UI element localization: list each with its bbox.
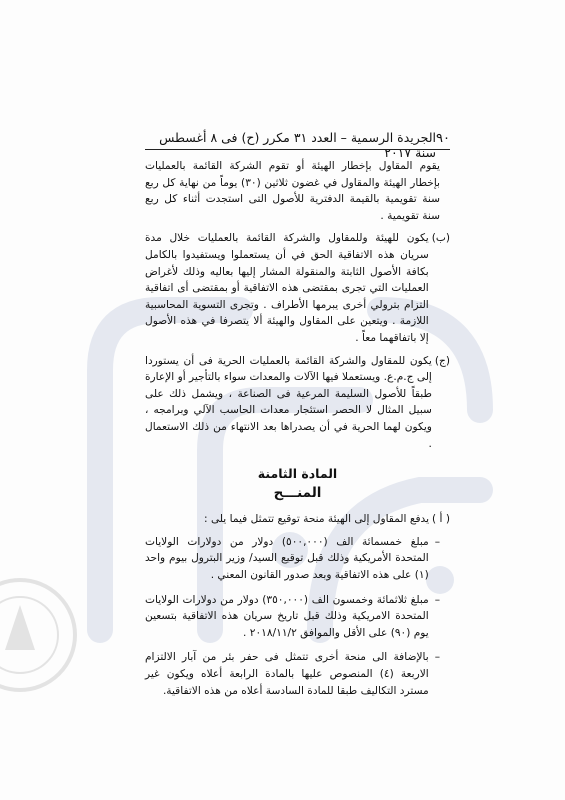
page-header: [145, 130, 450, 160]
header-title: الجريدة الرسمية – العدد ٣١ مكرر (ح) فى ٨ أغسطس سنة ٢٠١٧: [159, 130, 437, 160]
bullet-text: بالإضافة الى منحة أخرى تتمثل فى حفر بئر من آبار الالتزام الاربعة (٤) المنصوص عليها بالمادة الرابعة أعلاه ويكون غير مسترد التكاليف طبقا للمادة السادسة أعلاه من هذه الاتفاقية.: [145, 651, 429, 697]
clause-marker: (ب): [431, 232, 450, 245]
clause-marker: (ج): [434, 354, 450, 367]
bonus-bullet-1: [145, 534, 450, 584]
clause-marker: ( أ ): [432, 513, 450, 526]
page-number: ٩٠: [436, 131, 450, 146]
bonus-bullet-3: [145, 649, 450, 699]
article-heading: المادة الثامنة: [257, 466, 338, 482]
clause-text: يكون للمقاول والشركة القائمة بالعمليات الحرية فى أن يستوردا إلى ج.م.ع. ويستعملا فيها الآلات والمعدات سواء بالتأجير أو الإعارة طبقاً للأصول السليمة المرعية فى الصناعة ، ويشمل ذلك على سبيل المثال لا الحصر استئجار معدات الحاسب الآلي وبرامجه ، ويكون لهما الحرية في أن يصدراها بعد الانتهاء من ذلك الاستعمال .: [145, 354, 432, 450]
clause-text: يدفع المقاول إلى الهيئة منحة توقيع تتمثل فيما يلى :: [204, 513, 430, 526]
bullet-text: مبلغ ثلاثمائة وخمسون الف (٣٥٠,٠٠٠) دولار من دولارات الولايات المتحدة الامريكية وذلك قبل تاريخ سريان هذه الاتفاقية بتسعين يوم (٩٠) على الأقل والموافق ٢٠١٨/١١/٢ .: [145, 593, 429, 639]
bullet-dash: –: [434, 593, 440, 606]
bonus-bullet-2: [145, 592, 450, 642]
intro-paragraph: يقوم المقاول بإخطار الهيئة أو تقوم الشركة القائمة بالعمليات بإخطار الهيئة والمقاول في غضون ثلاثين (٣٠) يوماً من نهاية كل ربع سنة تقويمية بالقيمة الدفترية للأصول التى استجدت أثناء كل ربع سنة تقويمية .: [145, 160, 440, 222]
bullet-dash: –: [434, 651, 440, 664]
bullet-text: مبلغ خمسمائة الف (٥٠٠,٠٠٠) دولار من دولارات الولايات المتحدة الأمريكية وذلك قبل توقيع السيد/ وزير البترول بيوم واحد (١) على هذه الاتفاقية وبعد صدور القانون المعني .: [145, 535, 429, 582]
document-body: [145, 158, 450, 707]
article-subheading: المنـــح: [273, 484, 322, 501]
clause-b: [145, 230, 450, 346]
clause-text: يكون للهيئة وللمقاول والشركة القائمة بالعمليات خلال مدة سريان هذه الاتفاقية الحق في أن يستعملوا ويستفيدوا بالكامل بكافة الأصول الثابتة والمنقولة المشار إليها بعاليه وذلك لأغراض العمليات التي تجرى بمقتضى هذه الاتفاقية أو بمقتضى أى اتفاقية التزام بترولي أخرى يبرمها الأطراف . وتجرى التسوية المحاسبية اللازمة . ويتعين على المقاول والهيئة ألا يتصرفا في هذه الأصول إلا باتفاقهما معاً .: [145, 232, 429, 344]
seal-watermark: [0, 560, 80, 710]
clause-a: [145, 511, 450, 528]
clause-c: [145, 353, 450, 453]
header-divider: [145, 149, 450, 150]
bullet-dash: –: [434, 535, 440, 548]
